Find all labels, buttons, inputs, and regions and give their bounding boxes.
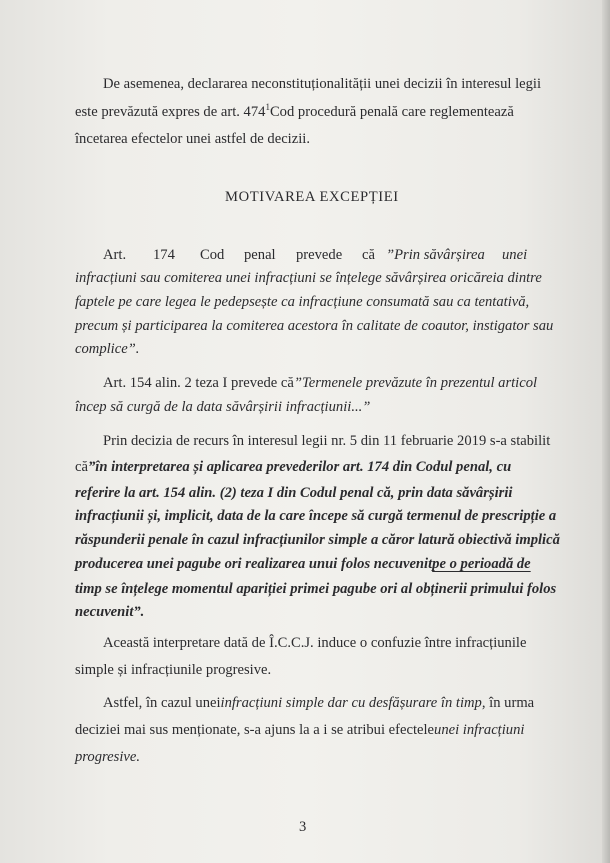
superscript: 1 — [265, 102, 270, 112]
document-page: De asemenea, declararea neconstituționalității unei decizii în interesul legii este prevăzută expres de art. $474^1Cod$ procedură penală care reglementează încetarea efectelor unei astfel de decizii. MOTIVAREA EXCEPȚIEI Art. 174 Cod penal prevede că ”Prin săvârșirea unei infracțiuni sau comiterea unei infracțiuni se înțelege săvârșirea oricăreia dintre faptele pe care legea le pedepsește ca infracțiune consumată sau ca tentativă, precum și participarea la comiterea acestora în calitate de coautor, instigator sau complice”. Art. 154 alin. 2 teza I prevede că”Termenele prevăzute în prezentul articol încep să curgă de la data săvârșirii infracțiunii...” Prin decizia de recurs în interesul legii nr. 5 din 11 februarie 2019 s-a stabilit că”în interpretarea și aplicarea prevederilor art. 174 din Codul penal, cu referire la art. 154 alin. (2) teza I din Codul penal că, prin data săvârșirii infracțiunii și, implicit, data de la care începe să curgă termenul de prescripție a răspunderii penale în cazul infracțiunilor simple a căror latură obiectivă implică producerea unei pagube ori realizarea unui folos necuvenitpe o perioadă de timp se înțelege momentul apariției primei pagube ori al obținerii primului folos necuvenit”. Această interpretare dată de Î.C.C.J. induce o confuzie între infracțiunile simple și infracțiunile progresive. Astfel, în cazul uneiinfracțiuni simple dar cu desfășurare în timp, în urma deciziei mai sus menționate, s-a ajuns la a i se atribui efecteleunei infracțiuni progresive. 3 — [0, 0, 610, 863]
page-edge-shadow — [602, 0, 610, 863]
underlined-text: pe o perioadă de — [432, 556, 531, 572]
